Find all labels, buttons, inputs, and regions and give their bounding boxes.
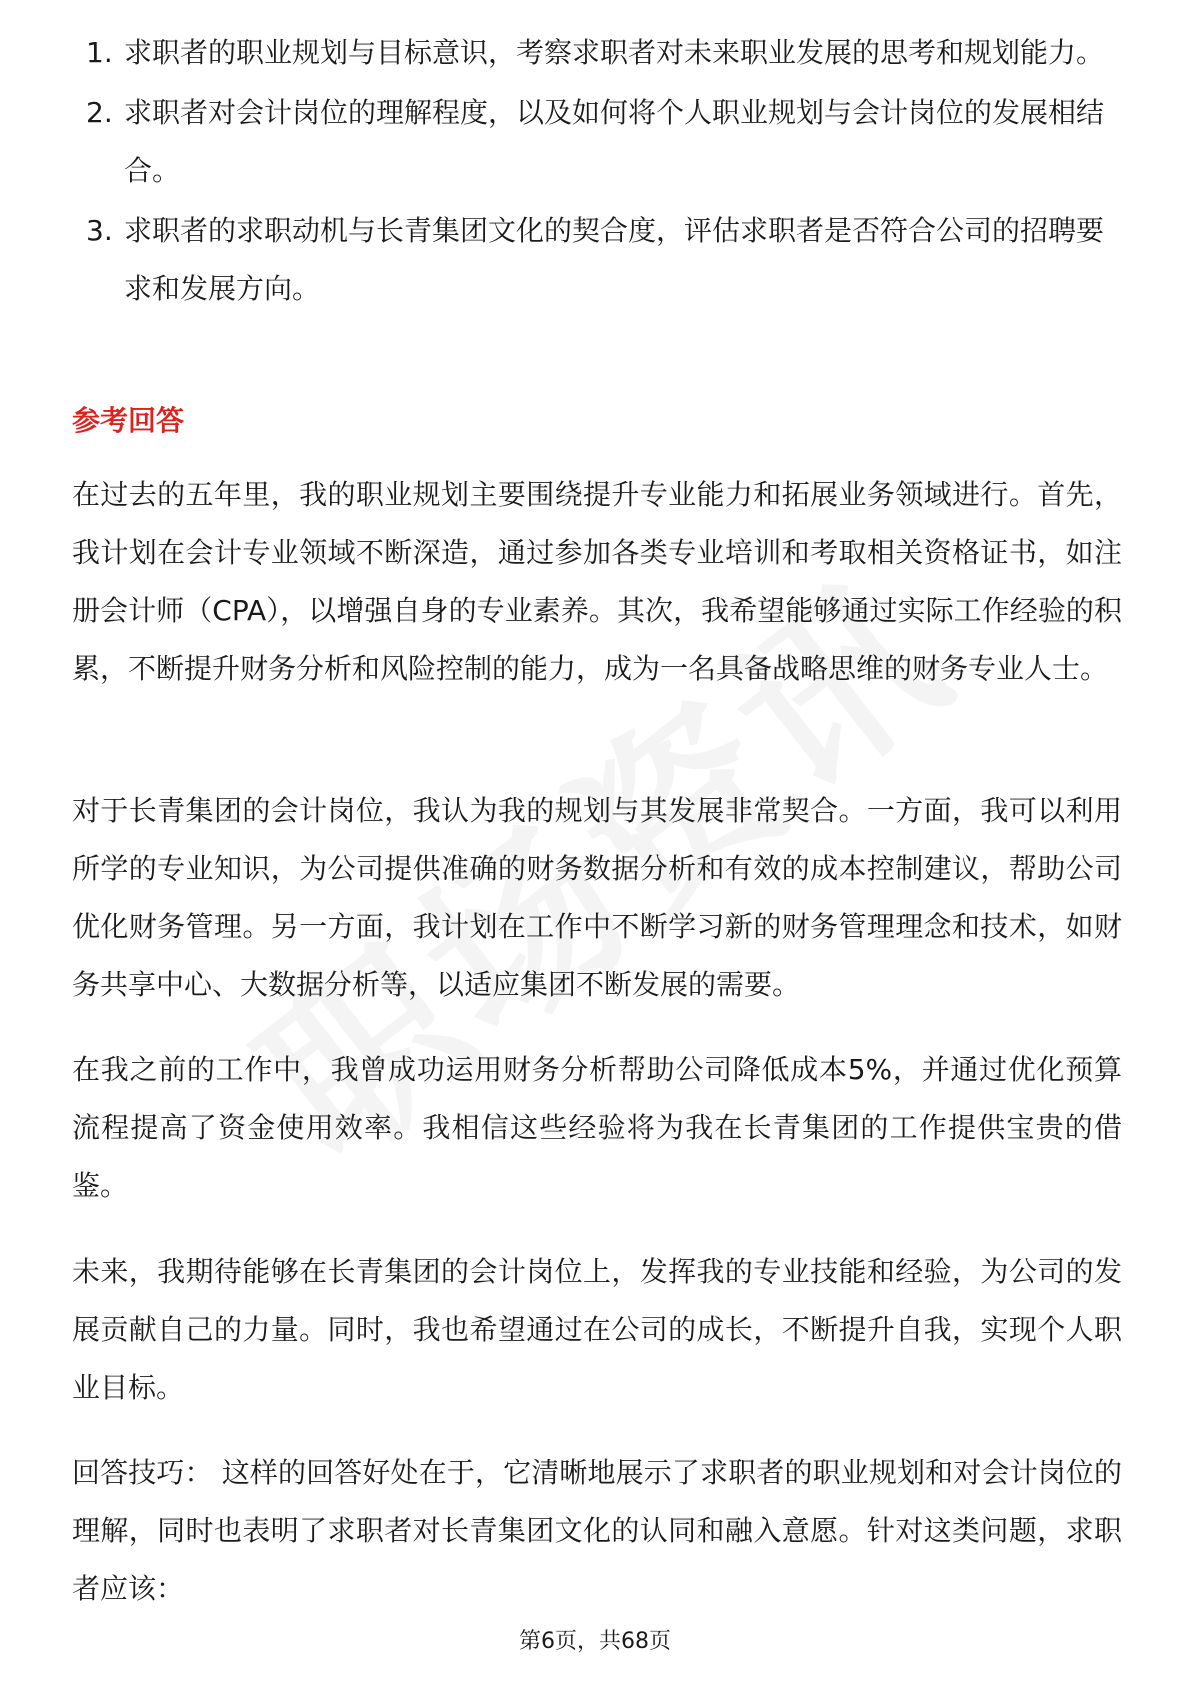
list-number: 2. [86, 96, 113, 129]
answer-paragraph: 在我之前的工作中，我曾成功运用财务分析帮助公司降低成本5%，并通过优化预算流程提高了资金使用效率。我相信这些经验将为我在长青集团的工作提供宝贵的借鉴。 [72, 1053, 1122, 1202]
list-item-text: 求职者的求职动机与长青集团文化的契合度，评估求职者是否符合公司的招聘要求和发展方向。 [124, 214, 1105, 305]
page-number-footer: 第6页，共68页 [519, 1629, 671, 1654]
list-number: 3. [86, 214, 113, 247]
answer-paragraph: 对于长青集团的会计岗位，我认为我的规划与其发展非常契合。一方面，我可以利用所学的专业知识，为公司提供准确的财务数据分析和有效的成本控制建议，帮助公司优化财务管理。另一方面，我计划在工作中不断学习新的财务管理理念和技术，如财务共享中心、大数据分析等，以适应集团不断发展的需要。 [72, 794, 1122, 1001]
answer-paragraph: 未来，我期待能够在长青集团的会计岗位上，发挥我的专业技能和经验，为公司的发展贡献自己的力量。同时，我也希望通过在公司的成长，不断提升自我，实现个人职业目标。 [72, 1255, 1122, 1404]
list-item-text: 求职者对会计岗位的理解程度，以及如何将个人职业规划与会计岗位的发展相结合。 [124, 96, 1105, 187]
answer-tips-paragraph: 回答技巧： 这样的回答好处在于，它清晰地展示了求职者的职业规划和对会计岗位的理解，同时也表明了求职者对长青集团文化的认同和融入意愿。针对这类问题，求职者应该： [72, 1456, 1122, 1605]
list-item [72, 84, 1122, 200]
section-title: 参考回答 [72, 404, 185, 437]
evaluation-criteria-list [72, 28, 1122, 318]
answer-paragraph: 在过去的五年里，我的职业规划主要围绕提升专业能力和拓展业务领域进行。首先，我计划在会计专业领域不断深造，通过参加各类专业培训和考取相关资格证书，如注册会计师（CPA），以增强自身的专业素养。其次，我希望能够通过实际工作经验的积累，不断提升财务分析和风险控制的能力，成为一名具备战略思维的财务专业人士。 [72, 478, 1122, 685]
list-number: 1. [86, 36, 113, 69]
list-item [72, 24, 1122, 82]
list-item [72, 202, 1122, 318]
list-item-text: 求职者的职业规划与目标意识，考察求职者对未来职业发展的思考和规划能力。 [124, 36, 1105, 69]
